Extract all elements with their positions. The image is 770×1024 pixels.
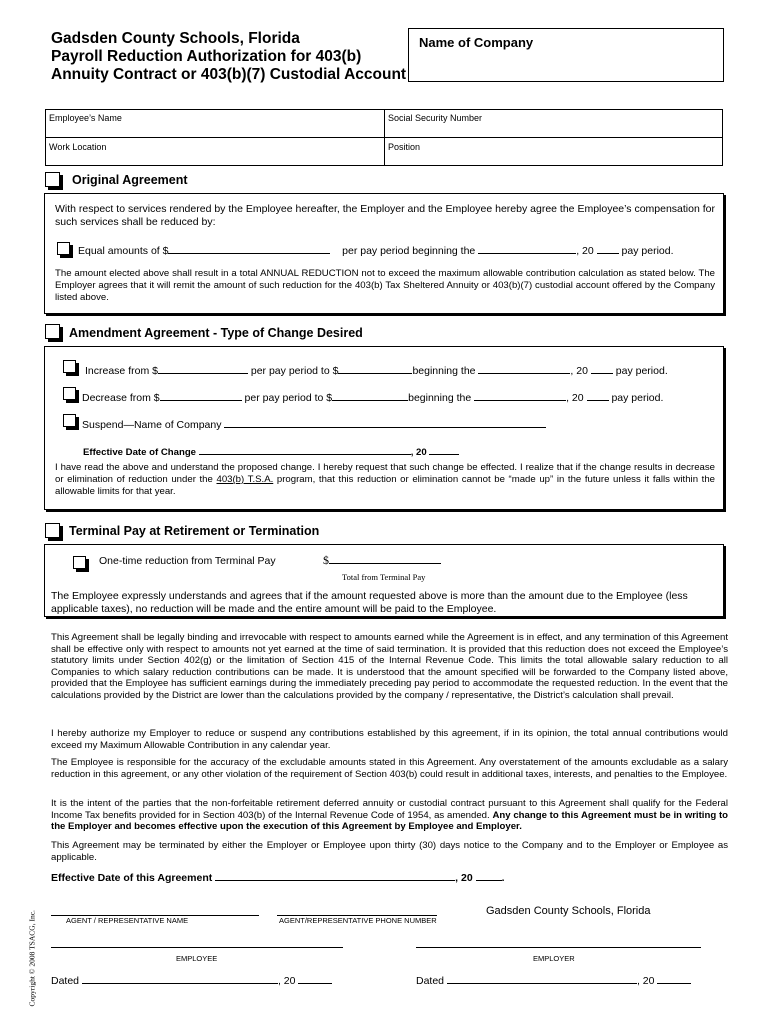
amendment-checkbox[interactable]: [45, 324, 60, 339]
change-text-2: program, that this reduction or elimination cannot be “made up” in the future unless it falls within the allowable limits for that year.: [55, 474, 715, 497]
original-agreement-heading: Original Agreement: [72, 173, 188, 187]
company-name-label: Name of Company: [419, 35, 534, 50]
employee-date-input[interactable]: [82, 973, 278, 984]
title-line-1: Gadsden County Schools, Florida: [51, 30, 300, 47]
increase-label: Increase from $: [85, 365, 158, 377]
amendment-heading: Amendment Agreement - Type of Change Desired: [69, 326, 363, 340]
agent-phone-label: AGENT/REPRESENTATIVE PHONE NUMBER: [279, 916, 437, 925]
suspend-company-input[interactable]: [224, 417, 546, 428]
decrease-checkbox[interactable]: [63, 387, 76, 400]
change-acknowledgement: [55, 462, 715, 498]
position-field[interactable]: Position: [388, 142, 421, 152]
beginning-label: beginning the: [408, 392, 472, 404]
employee-signature-line[interactable]: [51, 947, 343, 948]
year-label: , 20: [277, 975, 296, 987]
employee-info-table: [45, 109, 723, 166]
per-pay-to-label: per pay period to $: [244, 392, 333, 404]
paragraph-4-normal: It is the intent of the parties that the non-forfeitable retirement deferred annuity or custodial contract pursuant to this Agreement shall qualify for the Federal Income Tax benefits provided for in Section 403(b) of the Internal Revenue Code of 1954, as amended.: [51, 798, 728, 821]
effective-agreement-row: [51, 870, 505, 885]
dated-label: Dated: [416, 975, 445, 987]
employer-dated-row: [416, 973, 691, 988]
company-name-field[interactable]: [408, 28, 724, 82]
effective-change-date-input[interactable]: [199, 444, 411, 455]
per-pay-to-label: per pay period to $: [250, 365, 339, 377]
terminal-amount-row: [323, 553, 441, 568]
effective-change-label: Effective Date of Change: [83, 447, 197, 458]
dated-label: Dated: [51, 975, 80, 987]
title-line-3: Annuity Contract or 403(b)(7) Custodial Account: [51, 66, 407, 83]
suspend-checkbox[interactable]: [63, 414, 76, 427]
beginning-date-input[interactable]: [478, 243, 576, 254]
body-paragraph-1: This Agreement shall be legally binding and irrevocable with respect to amounts earned while the Agreement is in effect, and any termination of this Agreement shall be effective only with respect to amounts not yet earned at the time of said termination. It is provided that this reduction does not exceed the Employee’s statutory limits under Section 402(g) or the limitation of Section 415 of the Internal Revenue Code. This limits the total allowable salary reduction to all Companies to which salary reduction contributions can be made. It is understood that the amount specified will be forwarded to the Company listed above, provided that the Employee has sufficient earnings during the immediately preceding pay period to accommodate the requested reduction. In the event that the calculations provided by the District are lower than the calculations provided by the company / representative, the District’s calculation shall prevail.: [51, 632, 728, 701]
per-pay-label: per pay period beginning the: [342, 245, 476, 257]
pay-period-label: pay period.: [615, 365, 668, 377]
effective-agreement-year-input[interactable]: [476, 870, 502, 881]
amendment-box: [44, 346, 724, 510]
effective-agreement-end: .: [501, 872, 505, 884]
increase-from-input[interactable]: [158, 363, 248, 374]
employee-dated-row: [51, 973, 332, 988]
change-text-1: I have read the above and understand the proposed change. I hereby request that such change be effected. I realize that if the change results in decrease or elimination of reduction under the: [55, 462, 715, 485]
equal-amounts-label: Equal amounts of $: [78, 245, 169, 257]
body-paragraph-3: The Employee is responsible for the accuracy of the excludable amounts stated in this Agreement. Any overstatement of the amounts excludable as a salary reduction in this agreement, or any other violation of the requirement of Section 403(b) could result in additional taxes, interests, and penalties to the Employee.: [51, 757, 728, 780]
year-input[interactable]: [597, 243, 619, 254]
copyright-notice: Copyright © 2008 TSACG, Inc.: [27, 910, 37, 1007]
body-paragraph-2: I hereby authorize my Employer to reduce or suspend any contributions established by this agreement, if in its opinion, the total annual contributions would exceed my Maximum Allowable Contribution in any calendar year.: [51, 728, 728, 751]
suspend-label: Suspend—Name of Company: [82, 419, 222, 431]
paragraph-4-bold: Any change to this Agreement must be in writing to the Employer and becomes effective upon the execution of this Agreement by Employee and Employer.: [51, 809, 728, 833]
increase-to-input[interactable]: [338, 363, 412, 374]
employer-date-input[interactable]: [447, 973, 637, 984]
equal-amounts-checkbox[interactable]: [57, 242, 70, 255]
decrease-from-input[interactable]: [160, 390, 242, 401]
employee-label: EMPLOYEE: [176, 954, 218, 963]
year-label: , 20: [570, 365, 588, 377]
suspend-row: [82, 417, 546, 432]
employee-year-input[interactable]: [298, 973, 332, 984]
effective-agreement-year-label: , 20: [455, 872, 473, 884]
effective-change-year-input[interactable]: [429, 444, 459, 455]
effective-agreement-label: Effective Date of this Agreement: [51, 872, 213, 884]
year-label: , 20: [576, 245, 594, 257]
pay-period-label: pay period.: [611, 392, 664, 404]
original-agreement-box: [44, 193, 724, 314]
decrease-year-input[interactable]: [587, 390, 609, 401]
year-label: , 20: [636, 975, 655, 987]
ssn-field[interactable]: Social Security Number: [388, 113, 483, 123]
employer-name: Gadsden County Schools, Florida: [486, 905, 651, 917]
form-title: [51, 30, 406, 84]
employer-signature-line[interactable]: [416, 947, 701, 948]
equal-amounts-row: [78, 243, 674, 258]
decrease-row: [82, 390, 663, 405]
increase-row: [85, 363, 668, 378]
terminal-total-caption: Total from Terminal Pay: [342, 572, 426, 582]
year-label: , 20: [566, 392, 584, 404]
body-paragraph-5: This Agreement may be terminated by either the Employer or Employee upon thirty (30) days notice to the Company and to the Employer or Employee as applicable.: [51, 840, 728, 863]
increase-date-input[interactable]: [478, 363, 570, 374]
decrease-date-input[interactable]: [474, 390, 566, 401]
effective-agreement-date-input[interactable]: [215, 870, 455, 881]
decrease-label: Decrease from $: [82, 392, 160, 404]
body-paragraph-4: [51, 798, 728, 833]
employee-name-field[interactable]: Employee’s Name: [49, 113, 122, 123]
agent-name-label: AGENT / REPRESENTATIVE NAME: [66, 916, 189, 925]
terminal-amount-input[interactable]: [329, 553, 441, 564]
effective-year-label: , 20: [410, 447, 427, 458]
original-agreement-checkbox[interactable]: [45, 172, 60, 187]
pay-period-label: pay period.: [621, 245, 674, 257]
increase-year-input[interactable]: [591, 363, 613, 374]
increase-checkbox[interactable]: [63, 360, 76, 373]
employer-year-input[interactable]: [657, 973, 691, 984]
onetime-checkbox[interactable]: [73, 556, 86, 569]
original-intro: With respect to services rendered by the Employee hereafter, the Employer and the Employee hereby agree the Employee’s compensation for such services shall be reduced by:: [55, 203, 715, 228]
tsa-text: 403(b) T.S.A.: [216, 474, 274, 485]
beginning-label: beginning the: [412, 365, 476, 377]
terminal-pay-checkbox[interactable]: [45, 523, 60, 538]
terminal-pay-text: The Employee expressly understands and agrees that if the amount requested above is more than the amount due to the Employee (less applicable taxes), no reduction will be made and the entire amount will be paid to the Employee.: [51, 590, 688, 615]
equal-amount-input[interactable]: [168, 243, 330, 254]
terminal-pay-box: [44, 544, 724, 617]
dollar-sign: $: [323, 553, 329, 567]
decrease-to-input[interactable]: [332, 390, 408, 401]
employer-label: EMPLOYER: [533, 954, 575, 963]
annual-reduction-text: The amount elected above shall result in a total ANNUAL REDUCTION not to exceed the maximum allowable contribution calculation as stated below. The Employer agrees that it will remit the amount of such reduction for the 403(b) Tax Sheltered Annuity or 403(b)(7) custodial account offered by the Company listed above.: [55, 268, 715, 303]
title-line-2: Payroll Reduction Authorization for 403(b): [51, 48, 362, 65]
effective-change-row: [83, 444, 459, 459]
table-divider: [46, 137, 722, 138]
onetime-label: One-time reduction from Terminal Pay: [99, 555, 276, 567]
terminal-pay-heading: Terminal Pay at Retirement or Termination: [69, 524, 320, 538]
work-location-field[interactable]: Work Location: [49, 142, 107, 152]
